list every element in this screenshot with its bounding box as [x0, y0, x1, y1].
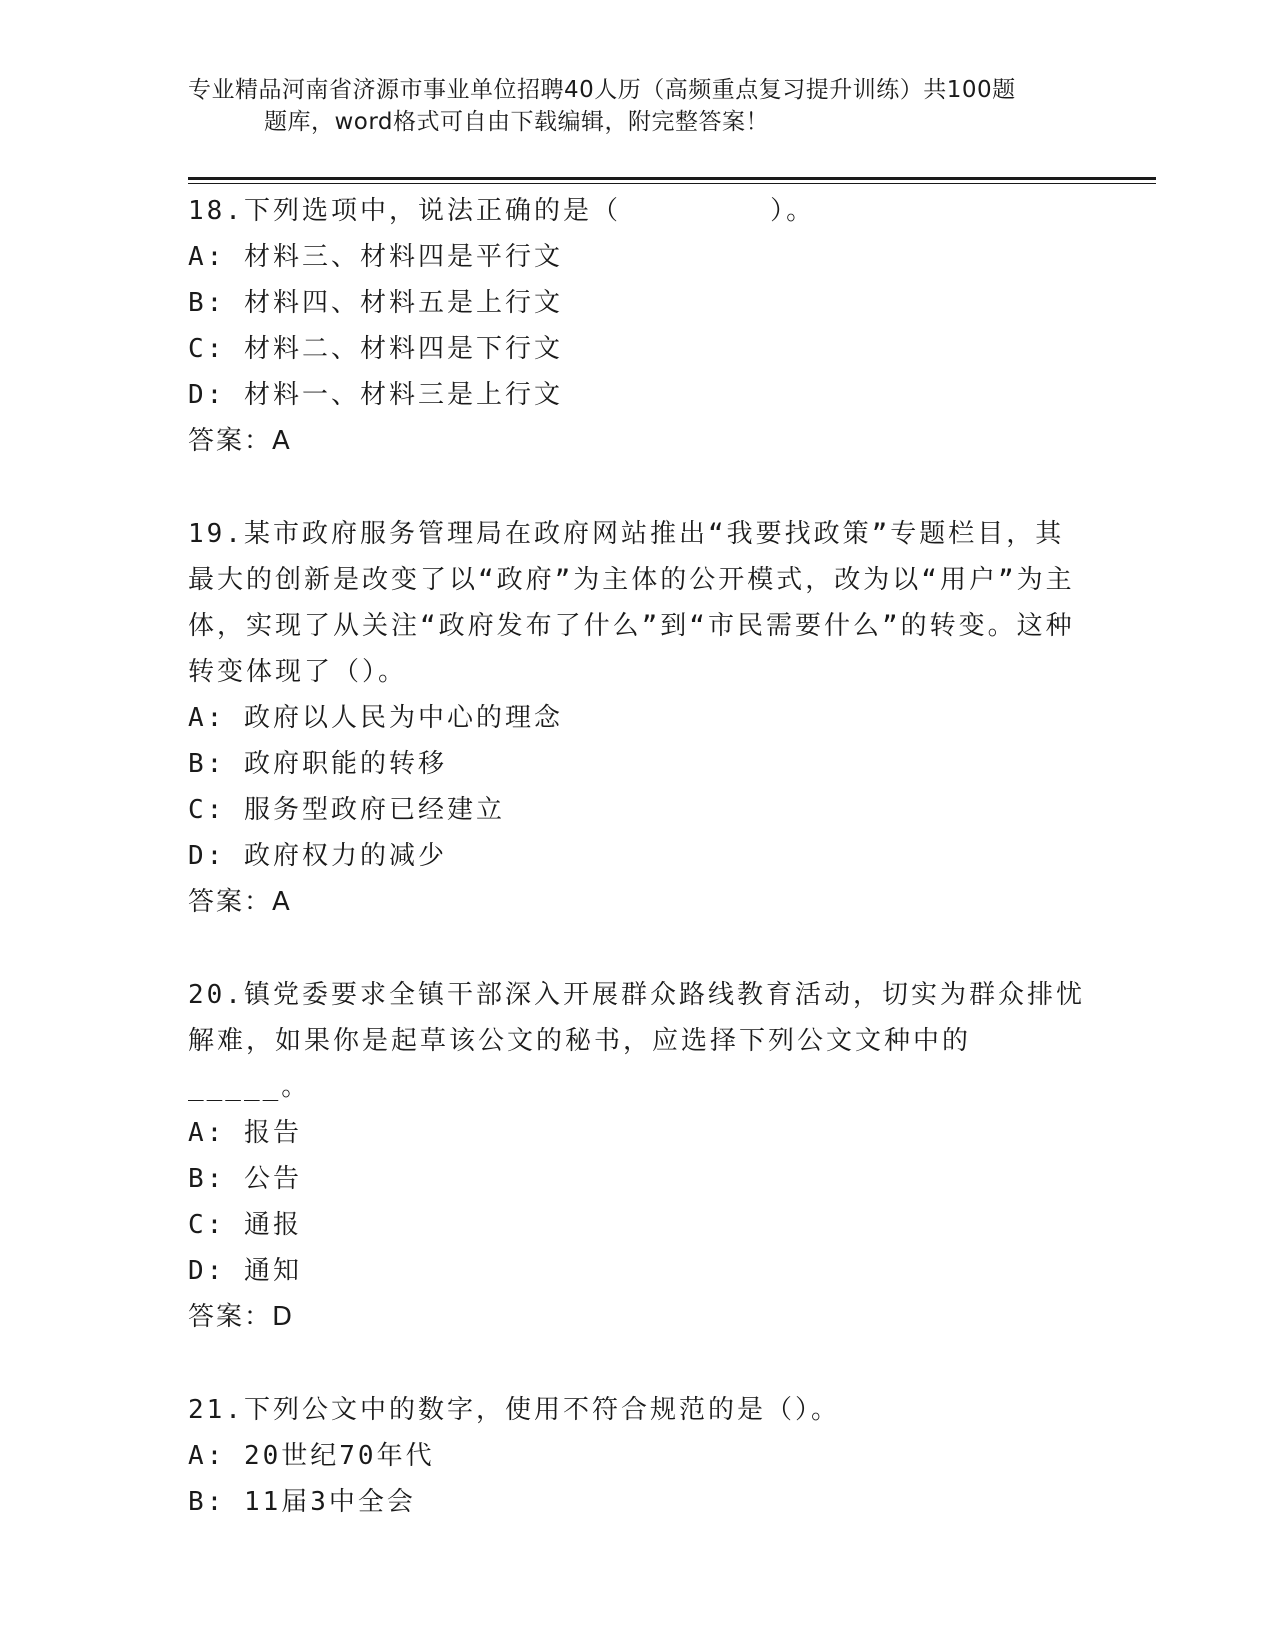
- option-a: A: 材料三、材料四是平行文: [188, 242, 563, 272]
- question-19: [188, 511, 1088, 925]
- answer: 答案：D: [188, 1302, 295, 1332]
- question-18: [188, 188, 1088, 464]
- option-d: D: 材料一、材料三是上行文: [188, 380, 563, 410]
- answer: 答案：A: [188, 887, 292, 917]
- question-stem: 18.下列选项中，说法正确的是（ ）。: [188, 196, 816, 226]
- option-d: D: 政府权力的减少: [188, 841, 447, 871]
- question-list: [188, 188, 1088, 1525]
- option-c: C: 服务型政府已经建立: [188, 795, 505, 825]
- option-d: D: 通知: [188, 1256, 302, 1286]
- header-divider-thick: [188, 177, 1156, 180]
- option-b: B: 政府职能的转移: [188, 749, 447, 779]
- option-b: B: 材料四、材料五是上行文: [188, 288, 563, 318]
- option-b: B: 11届3中全会: [188, 1487, 416, 1517]
- option-a: A: 政府以人民为中心的理念: [188, 703, 563, 733]
- option-b: B: 公告: [188, 1164, 302, 1194]
- question-stem: 21.下列公文中的数字，使用不符合规范的是（）。: [188, 1395, 840, 1425]
- header-title-line1: 专业精品河南省济源市事业单位招聘40人历（高频重点复习提升训练）共100题: [188, 77, 1016, 103]
- question-stem: 20.镇党委要求全镇干部深入开展群众路线教育活动，切实为群众排忧解难，如果你是起草该公文的秘书，应选择下列公文文种中的_____。: [188, 980, 1085, 1102]
- answer: 答案：A: [188, 426, 292, 456]
- question-21: [188, 1387, 1088, 1525]
- option-a: A: 20世纪70年代: [188, 1441, 435, 1471]
- header-title-line2: 题库，word格式可自由下载编辑，附完整答案！: [264, 109, 770, 135]
- document-header: [188, 74, 1088, 138]
- option-c: C: 材料二、材料四是下行文: [188, 334, 563, 364]
- option-a: A: 报告: [188, 1118, 302, 1148]
- option-c: C: 通报: [188, 1210, 302, 1240]
- header-divider-thin: [188, 183, 1156, 184]
- question-stem: 19.某市政府服务管理局在政府网站推出“我要找政策”专题栏目，其最大的创新是改变了以“政府”为主体的公开模式，改为以“用户”为主体，实现了从关注“政府发布了什么”到“市民需要什么”的转变。这种转变体现了（）。: [188, 519, 1075, 687]
- question-20: [188, 972, 1088, 1340]
